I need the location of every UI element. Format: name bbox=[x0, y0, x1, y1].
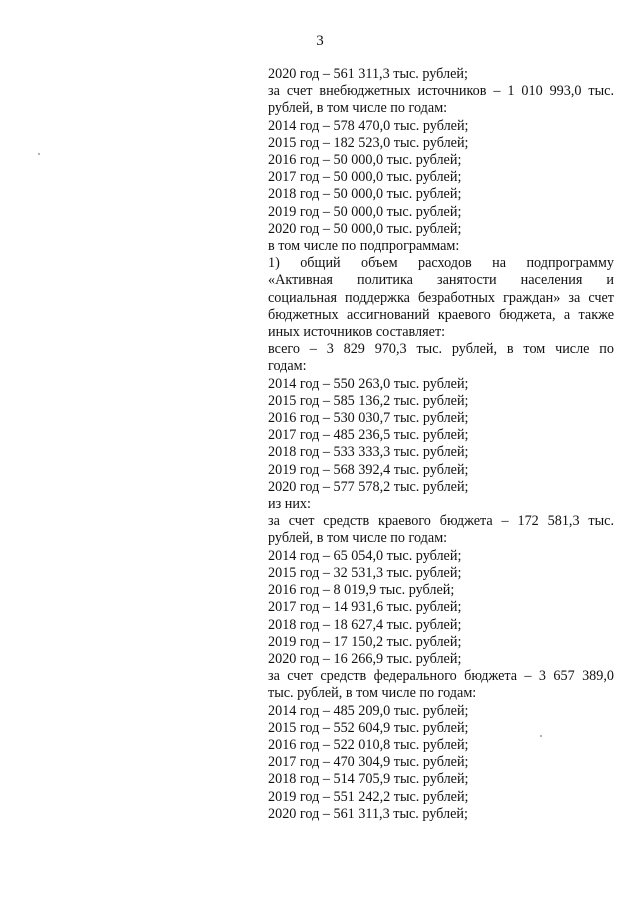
text-line: 1) общий объем расходов на подпрограмму bbox=[268, 255, 614, 272]
text-line: 2018 год – 533 333,3 тыс. рублей; bbox=[268, 444, 469, 461]
text-line: 2019 год – 17 150,2 тыс. рублей; bbox=[268, 633, 462, 650]
text-line: за счет внебюджетных источников – 1 010 993,0 тыс. bbox=[268, 83, 614, 100]
text-line: 2017 год – 50 000,0 тыс. рублей; bbox=[268, 169, 462, 186]
text-line: тыс. рублей, в том числе по годам: bbox=[268, 685, 477, 702]
text-line: 2016 год – 522 010,8 тыс. рублей; bbox=[268, 736, 469, 753]
text-line: 2018 год – 50 000,0 тыс. рублей; bbox=[268, 186, 462, 203]
text-line: 2016 год – 8 019,9 тыс. рублей; bbox=[268, 582, 455, 599]
text-line: 2018 год – 514 705,9 тыс. рублей; bbox=[268, 771, 469, 788]
text-line: 2015 год – 552 604,9 тыс. рублей; bbox=[268, 719, 469, 736]
text-line: 2015 год – 182 523,0 тыс. рублей; bbox=[268, 134, 469, 151]
text-line: бюджетных ассигнований краевого бюджета, а также bbox=[268, 306, 614, 323]
text-line: «Активная политика занятости населения и bbox=[268, 272, 614, 289]
page-number: 3 bbox=[316, 33, 324, 49]
text-line: 2014 год – 65 054,0 тыс. рублей; bbox=[268, 547, 462, 564]
text-line: 2020 год – 16 266,9 тыс. рублей; bbox=[268, 650, 462, 667]
text-line: 2015 год – 32 531,3 тыс. рублей; bbox=[268, 564, 462, 581]
text-line: 2016 год – 530 030,7 тыс. рублей; bbox=[268, 410, 469, 427]
text-line: годам: bbox=[268, 358, 307, 375]
text-line: рублей, в том числе по годам: bbox=[268, 530, 448, 547]
text-line: 2019 год – 551 242,2 тыс. рублей; bbox=[268, 788, 469, 805]
text-line: 2017 год – 14 931,6 тыс. рублей; bbox=[268, 599, 462, 616]
text-line: 2020 год – 561 311,3 тыс. рублей; bbox=[268, 66, 468, 82]
text-line: 2015 год – 585 136,2 тыс. рублей; bbox=[268, 392, 469, 409]
document-body bbox=[268, 66, 614, 823]
text-line: всего – 3 829 970,3 тыс. рублей, в том числе по bbox=[268, 341, 614, 358]
text-line: 2020 год – 50 000,0 тыс. рублей; bbox=[268, 220, 462, 237]
text-line: из них: bbox=[268, 496, 311, 513]
text-line: 2017 год – 485 236,5 тыс. рублей; bbox=[268, 427, 469, 444]
text-line: 2014 год – 550 263,0 тыс. рублей; bbox=[268, 375, 469, 392]
scan-speck bbox=[38, 153, 40, 155]
text-line: 2014 год – 578 470,0 тыс. рублей; bbox=[268, 117, 469, 134]
text-line: 2016 год – 50 000,0 тыс. рублей; bbox=[268, 152, 462, 169]
text-line: 2020 год – 577 578,2 тыс. рублей; bbox=[268, 478, 469, 495]
text-line: 2020 год – 561 311,3 тыс. рублей; bbox=[268, 805, 468, 822]
text-line: 2019 год – 568 392,4 тыс. рублей; bbox=[268, 461, 469, 478]
text-line: 2017 год – 470 304,9 тыс. рублей; bbox=[268, 754, 469, 771]
text-line: социальная поддержка безработных граждан» за счет bbox=[268, 289, 614, 306]
text-line: в том числе по подпрограммам: bbox=[268, 238, 460, 255]
text-line: 2019 год – 50 000,0 тыс. рублей; bbox=[268, 203, 462, 220]
text-line: 2014 год – 485 209,0 тыс. рублей; bbox=[268, 702, 469, 719]
text-line: за счет средств краевого бюджета – 172 581,3 тыс. bbox=[268, 513, 614, 530]
text-line: иных источников составляет: bbox=[268, 324, 446, 341]
text-line: рублей, в том числе по годам: bbox=[268, 100, 448, 117]
text-line: 2018 год – 18 627,4 тыс. рублей; bbox=[268, 616, 462, 633]
scan-speck bbox=[540, 735, 542, 737]
text-line: за счет средств федерального бюджета – 3 657 389,0 bbox=[268, 668, 614, 685]
